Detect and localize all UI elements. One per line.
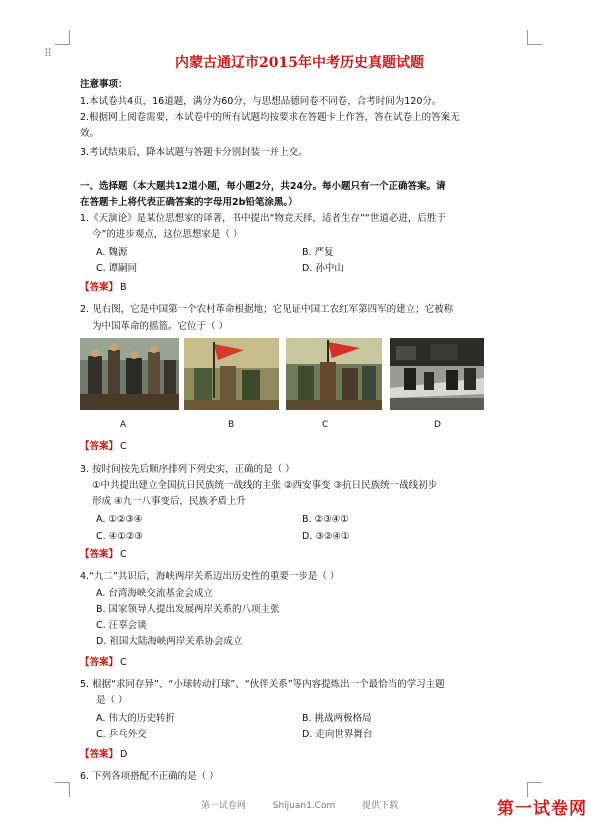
q1-stem-2: 今”的进步观点，这位思想家是（ ） <box>92 229 243 240</box>
q4-option-a: A. 台湾海峡交流基金会成立 <box>96 588 213 599</box>
footer-site-url[interactable]: Shijuan1.Com <box>272 801 336 811</box>
crop-mark-top-left <box>55 30 70 45</box>
q2-image-c-label: C <box>322 420 329 430</box>
q4-stem: 4.“九二”共识后，海峡两岸关系迈出历史性的重要一步是（ ） <box>80 571 340 582</box>
drag-handle-icon[interactable]: ⠿ <box>44 47 54 60</box>
answer-value: C <box>120 441 127 452</box>
section-heading: 一、选择题（本大题共12道小题，每小题2分，共24分。每小题只有一个正确答案。请 <box>80 181 446 192</box>
q3-option-a: A. ①②③④ <box>96 514 143 525</box>
q1-option-c: C. 谭嗣同 <box>96 263 138 274</box>
q2-image-a <box>80 338 179 410</box>
q1-option-d: D. 孙中山 <box>302 263 344 274</box>
notes-line-2b: 效。 <box>80 128 100 139</box>
q2-answer <box>80 440 127 453</box>
q2-image-b-label: B <box>228 420 235 430</box>
notes-heading: 注意事项： <box>80 79 128 90</box>
q4-answer <box>80 656 127 669</box>
answer-value: D <box>120 749 128 760</box>
q2-stem: 2. 见右图，它是中国第一个农村革命根据地；它见证中国工农红军第四军的建立；它被称 <box>80 304 454 315</box>
q5-option-b: B. 挑战两极格局 <box>302 713 372 724</box>
answer-label: 【答案】 <box>80 282 119 293</box>
answer-label: 【答案】 <box>80 657 119 668</box>
q5-stem-2: 是（ ） <box>96 695 128 706</box>
section-heading-2: 在答题卡上将代表正确答案的字母用2b铅笔涂黑。） <box>80 197 298 208</box>
q5-answer <box>80 748 127 761</box>
q5-option-d: D. 走向世界舞台 <box>302 729 373 740</box>
notes-line-1: 1.本试卷共4页，16道题，满分为60分，与思想品德同卷不同卷，合考时间为120分。 <box>80 96 442 107</box>
footer-site-name: 第一试卷网 <box>200 801 246 811</box>
q3-answer <box>80 548 127 561</box>
q2-image-c <box>286 338 382 410</box>
q3-option-d: D. ③②④① <box>302 531 350 542</box>
q6-stem: 6. 下列各项搭配不正确的是（ ） <box>80 771 219 782</box>
q2-image-a-label: A <box>120 420 127 430</box>
q5-stem: 5. 根据“求同存异”、“小球转动打球”、“伙伴关系”等内容提炼出一个最恰当的学习主题 <box>80 679 445 690</box>
q4-option-d: D. 祖国大陆海峡两岸关系协会成立 <box>96 636 243 647</box>
answer-value: C <box>120 549 127 560</box>
answer-value: C <box>120 657 127 668</box>
q2-stem-2: 为中国革命的摇篮。它位于（ ） <box>92 321 229 332</box>
q5-option-c: C. 乒乓外交 <box>96 729 147 740</box>
brand-logo: 第一试卷网 <box>497 799 587 819</box>
footer-download-note: 提供下载 <box>362 801 399 811</box>
crop-mark-bottom-left <box>55 782 70 797</box>
notes-line-2: 2.根据网上阅卷需要，本试卷中的所有试题均按要求在答题卡上作答，答在试卷上的答案无 <box>80 112 460 123</box>
q1-option-a: A. 魏源 <box>96 247 128 258</box>
q4-option-b: B. 国家领导人提出发展两岸关系的八项主张 <box>96 604 280 615</box>
q1-stem: 1.《天演论》是某位思想家的译著，书中提出“物竞天择，适者生存”“世道必进，后胜于 <box>80 213 446 224</box>
q2-image-b <box>184 338 279 410</box>
q4-option-c: C. 汪辜会谈 <box>96 620 147 631</box>
q1-option-b: B. 严复 <box>302 247 334 258</box>
notes-line-3: 3.考试结束后，降本试题与答题卡分别封装一并上交。 <box>80 147 308 158</box>
answer-value: B <box>120 282 127 293</box>
q3-option-c: C. ④①②③ <box>96 531 143 542</box>
q2-image-d-label: D <box>434 420 441 430</box>
q1-answer <box>80 281 127 294</box>
answer-label: 【答案】 <box>80 441 119 452</box>
answer-label: 【答案】 <box>80 549 119 560</box>
q3-stem-2: ①中共提出建立全国抗日民族统一战线的主张 ②西安事变 ③抗日民族统一战线初步 <box>92 480 438 491</box>
answer-label: 【答案】 <box>80 749 119 760</box>
crop-mark-top-right <box>527 30 542 45</box>
q3-option-b: B. ②③④① <box>302 514 349 525</box>
document-title: 内蒙古通辽市2015年中考历史真题试题 <box>175 55 424 71</box>
q3-stem: 3. 按时间按先后顺序排列下列史实，正确的是（ ） <box>80 464 295 475</box>
q5-option-a: A. 伟大的历史转折 <box>96 713 175 724</box>
q2-image-d <box>390 338 484 410</box>
q3-stem-3: 形成 ④九一八事变后，民族矛盾上升 <box>92 496 247 507</box>
